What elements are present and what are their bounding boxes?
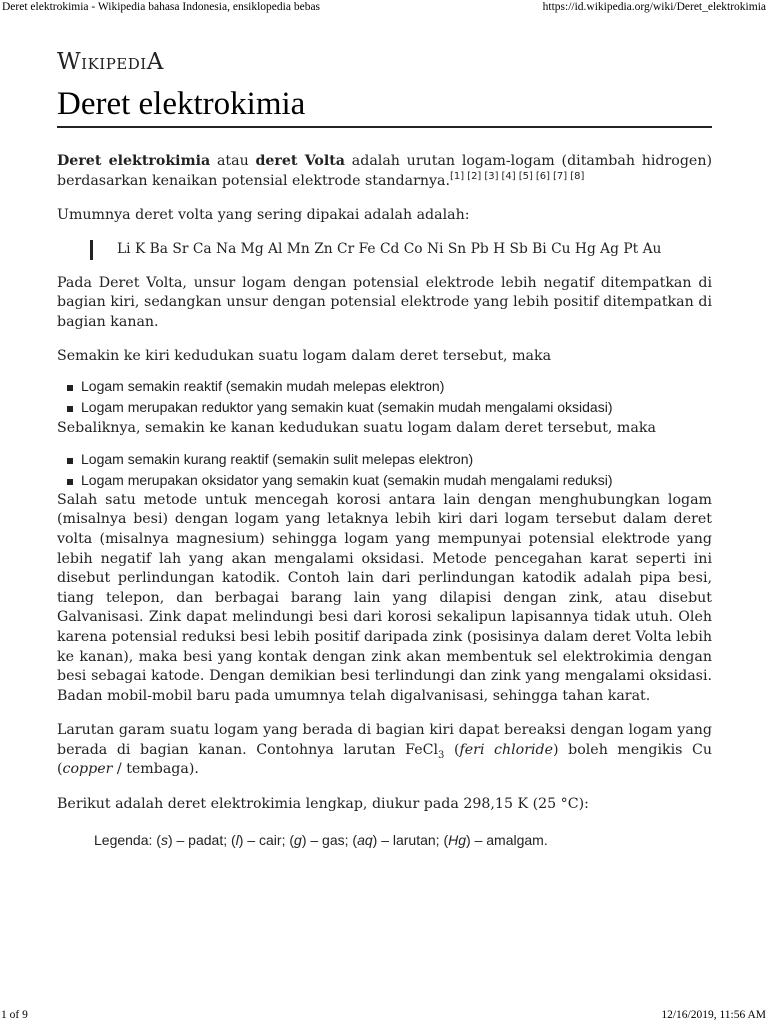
paragraph-larutan: Larutan garam suatu logam yang berada di bagian kiri dapat bereaksi dengan logam yang berada di bagian kanan. Contohnya larutan FeCl$_3$ (feri chloride) boleh mengikis Cu (copper / tembaga). — [57, 722, 713, 778]
page-counter: 1 of 9 — [1, 1009, 28, 1021]
ref-link[interactable]: [1] — [450, 170, 465, 182]
right-bullets-list — [57, 449, 712, 491]
paragraph-umumnya: Umumnya deret volta yang sering dipakai adalah adalah: — [57, 207, 470, 224]
ref-link[interactable]: [2] — [467, 170, 482, 182]
reference-links — [450, 171, 587, 182]
list-item: Logam merupakan oksidator yang semakin kuat (semakin mudah mengalami reduksi) — [67, 470, 712, 491]
list-item: Logam semakin kurang reaktif (semakin sulit melepas elektron) — [67, 449, 712, 470]
paragraph-berikut: Berikut adalah deret elektrokimia lengkap, diukur pada 298,15 K (25 °C): — [57, 796, 589, 813]
print-header-url[interactable]: https://id.wikipedia.org/wiki/Deret_elektrokimia — [542, 1, 766, 13]
intro-term-2: deret Volta — [255, 153, 345, 169]
intro-paragraph: Deret elektrokimia atau deret Volta adalah urutan logam-logam (ditambah hidrogen) berdasarkan kenaikan potensial elektrode standarnya.[1] [2] [3] [4] [5] [6] [7] [8] — [57, 153, 712, 189]
paragraph-sebaliknya: Sebaliknya, semakin ke kanan kedudukan suatu logam dalam deret tersebut, maka — [57, 420, 656, 437]
intro-term-1: Deret elektrokimia — [57, 153, 211, 169]
ref-link[interactable]: [7] — [553, 170, 568, 182]
list-item: Logam semakin reaktif (semakin mudah melepas elektron) — [67, 376, 712, 397]
paragraph-salah-satu: Salah satu metode untuk mencegah korosi antara lain dengan menghubungkan logam (misalnya besi) dengan logam yang letaknya lebih kiri dari logam tersebut dalam deret volta (misalnya magnesium) sehingga logam yang mempunyai potensial elektrode yang lebih negatif lah yang akan mengalami oksidasi. Metode pencegahan karat seperti ini disebut perlindungan katodik. Contoh lain dari perlindungan katodik adalah pipa besi, tiang telepon, dan berbagai barang lain yang dilapisi dengan zink, atau disebut Galvanisasi. Zink dapat melindungi besi dari korosi sekalipun lapisannya tidak utuh. Oleh karena potensial reduksi besi lebih positif daripada zink (posisinya dalam deret Volta lebih ke kanan), maka besi yang kontak dengan zink akan membentuk sel elektrokimia dengan besi sebagai katode. Dengan demikian besi terlindungi dan zink yang mengalami oksidasi. Badan mobil-mobil baru pada umumnya telah digalvanisasi, sehingga tahan karat. — [57, 491, 712, 704]
print-datetime: 12/16/2019, 11:56 AM — [661, 1009, 766, 1021]
ref-link[interactable]: [8] — [570, 170, 585, 182]
page-title: Deret elektrokimia — [57, 84, 712, 128]
print-header-title: Deret elektrokimia - Wikipedia bahasa Indonesia, ensiklopedia bebas — [2, 1, 321, 13]
paragraph-pada: Pada Deret Volta, unsur logam dengan potensial elektrode lebih negatif ditempatkan di bagian kiri, sedangkan unsur dengan potensial elektrode yang lebih positif ditempatkan di bagian kanan. — [57, 274, 712, 330]
paragraph-semakin-kiri: Semakin ke kiri kedudukan suatu logam dalam deret tersebut, maka — [57, 347, 552, 364]
print-header — [0, 0, 768, 16]
ref-link[interactable]: [3] — [484, 170, 499, 182]
article-content — [57, 48, 712, 850]
ref-link[interactable]: [5] — [518, 170, 533, 182]
legend-line: Legenda: (s) – padat; (l) – cair; (g) – gas; (aq) – larutan; (Hg) – amalgam. — [94, 831, 548, 848]
left-bullets-list — [57, 376, 712, 418]
ref-link[interactable]: [4] — [501, 170, 516, 182]
print-footer — [0, 1008, 768, 1024]
ref-link[interactable]: [6] — [535, 170, 551, 182]
list-item: Logam merupakan reduktor yang semakin kuat (semakin mudah mengalami oksidasi) — [67, 397, 712, 418]
wikipedia-logo[interactable]: WikipediA — [57, 49, 164, 75]
volta-series-quote: Li K Ba Sr Ca Na Mg Al Mn Zn Cr Fe Cd Co Ni Sn Pb H Sb Bi Cu Hg Ag Pt Au — [90, 240, 712, 260]
